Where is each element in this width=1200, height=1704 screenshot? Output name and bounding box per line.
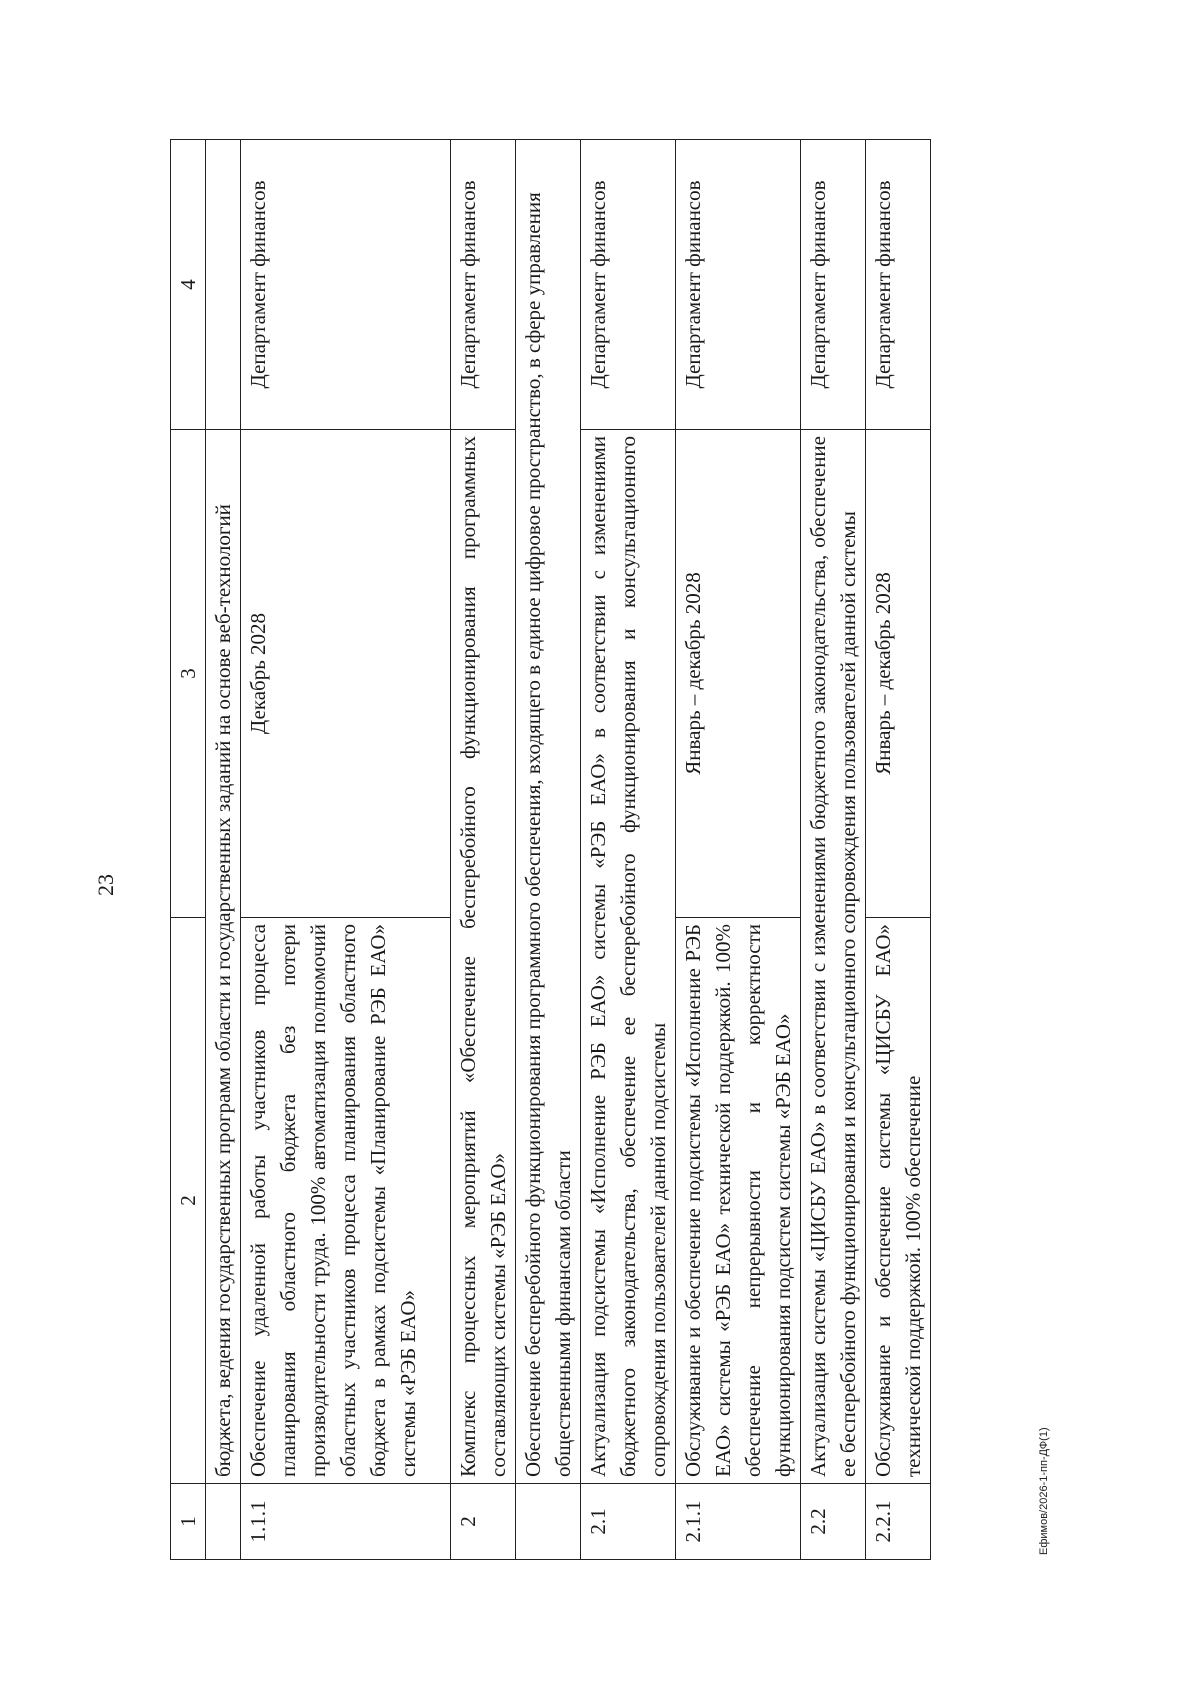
item-responsible: Департамент финансов <box>866 140 931 430</box>
table-row <box>241 140 451 1560</box>
table-row <box>581 140 676 1560</box>
item-responsible: Департамент финансов <box>676 140 801 430</box>
item-description: Актуализация системы «ЦИСБУ ЕАО» в соответствии с изменениями бюджетного законодательства, обеспечение ее бесперебойного функционирования и консультационного сопровождения пользователей данной системы <box>801 430 866 1484</box>
item-term: Январь – декабрь 2028 <box>676 430 801 918</box>
header-cell: 4 <box>171 140 206 430</box>
page-number: 23 <box>93 874 118 896</box>
table-row <box>676 140 801 1560</box>
item-term: Январь – декабрь 2028 <box>866 430 931 918</box>
table-row <box>801 140 866 1560</box>
item-responsible: Департамент финансов <box>241 140 451 430</box>
item-number: 2.2 <box>801 1484 866 1560</box>
header-cell: 1 <box>171 1484 206 1560</box>
item-description: Комплекс процессных мероприятий «Обеспечение бесперебойного функционирования программных составляющих системы «РЭБ ЕАО» <box>451 430 516 1484</box>
table-body <box>171 140 931 1560</box>
table-row <box>451 140 516 1560</box>
section-text: бюджета, ведения государственных программ области и государственных заданий на основе веб-технологий <box>206 430 241 1484</box>
empty-cell <box>206 1484 241 1560</box>
item-description: Обеспечение удаленной работы участников процесса планирования областного бюджета без потери производительности труда. 100% автоматизация полномочий областных участников процесса планирования областного бюджета в рамках подсистемы «Планирование РЭБ ЕАО» системы «РЭБ ЕАО» <box>241 918 451 1484</box>
empty-cell <box>206 140 241 430</box>
item-description: Обслуживание и обеспечение системы «ЦИСБУ ЕАО» технической поддержкой. 100% обеспечение <box>866 918 931 1484</box>
item-term: Декабрь 2028 <box>241 430 451 918</box>
item-responsible: Департамент финансов <box>801 140 866 430</box>
item-number: 2.1.1 <box>676 1484 801 1560</box>
section-text: Обеспечение бесперебойного функционирования программного обеспечения, входящего в единое цифровое пространство, в сфере управления общественными финансами области <box>516 140 581 1484</box>
item-number: 1.1.1 <box>241 1484 451 1560</box>
empty-cell <box>516 1484 581 1560</box>
document-code: Ефимов/2026-1-пп-ДФ(1) <box>1038 1427 1050 1555</box>
section-row <box>206 140 241 1560</box>
item-number: 2.1 <box>581 1484 676 1560</box>
item-responsible: Департамент финансов <box>581 140 676 430</box>
item-description: Актуализация подсистемы «Исполнение РЭБ ЕАО» системы «РЭБ ЕАО» в соответствии с изменениями бюджетного законодательства, обеспечение ее бесперебойного функционирования и консультационного сопровождения пользователей данной подсистемы <box>581 430 676 1484</box>
section-row <box>516 140 581 1560</box>
plan-table <box>170 139 931 1560</box>
item-description: Обслуживание и обеспечение подсистемы «Исполнение РЭБ ЕАО» системы «РЭБ ЕАО» технической поддержкой. 100% обеспечение непрерывности и корректности функционирования подсистем системы «РЭБ ЕАО» <box>676 918 801 1484</box>
table-row <box>866 140 931 1560</box>
item-number: 2.2.1 <box>866 1484 931 1560</box>
header-cell: 3 <box>171 430 206 918</box>
item-responsible: Департамент финансов <box>451 140 516 430</box>
table-header-row <box>171 140 206 1560</box>
header-cell: 2 <box>171 918 206 1484</box>
item-number: 2 <box>451 1484 516 1560</box>
rotated-table-container <box>170 140 1074 1560</box>
